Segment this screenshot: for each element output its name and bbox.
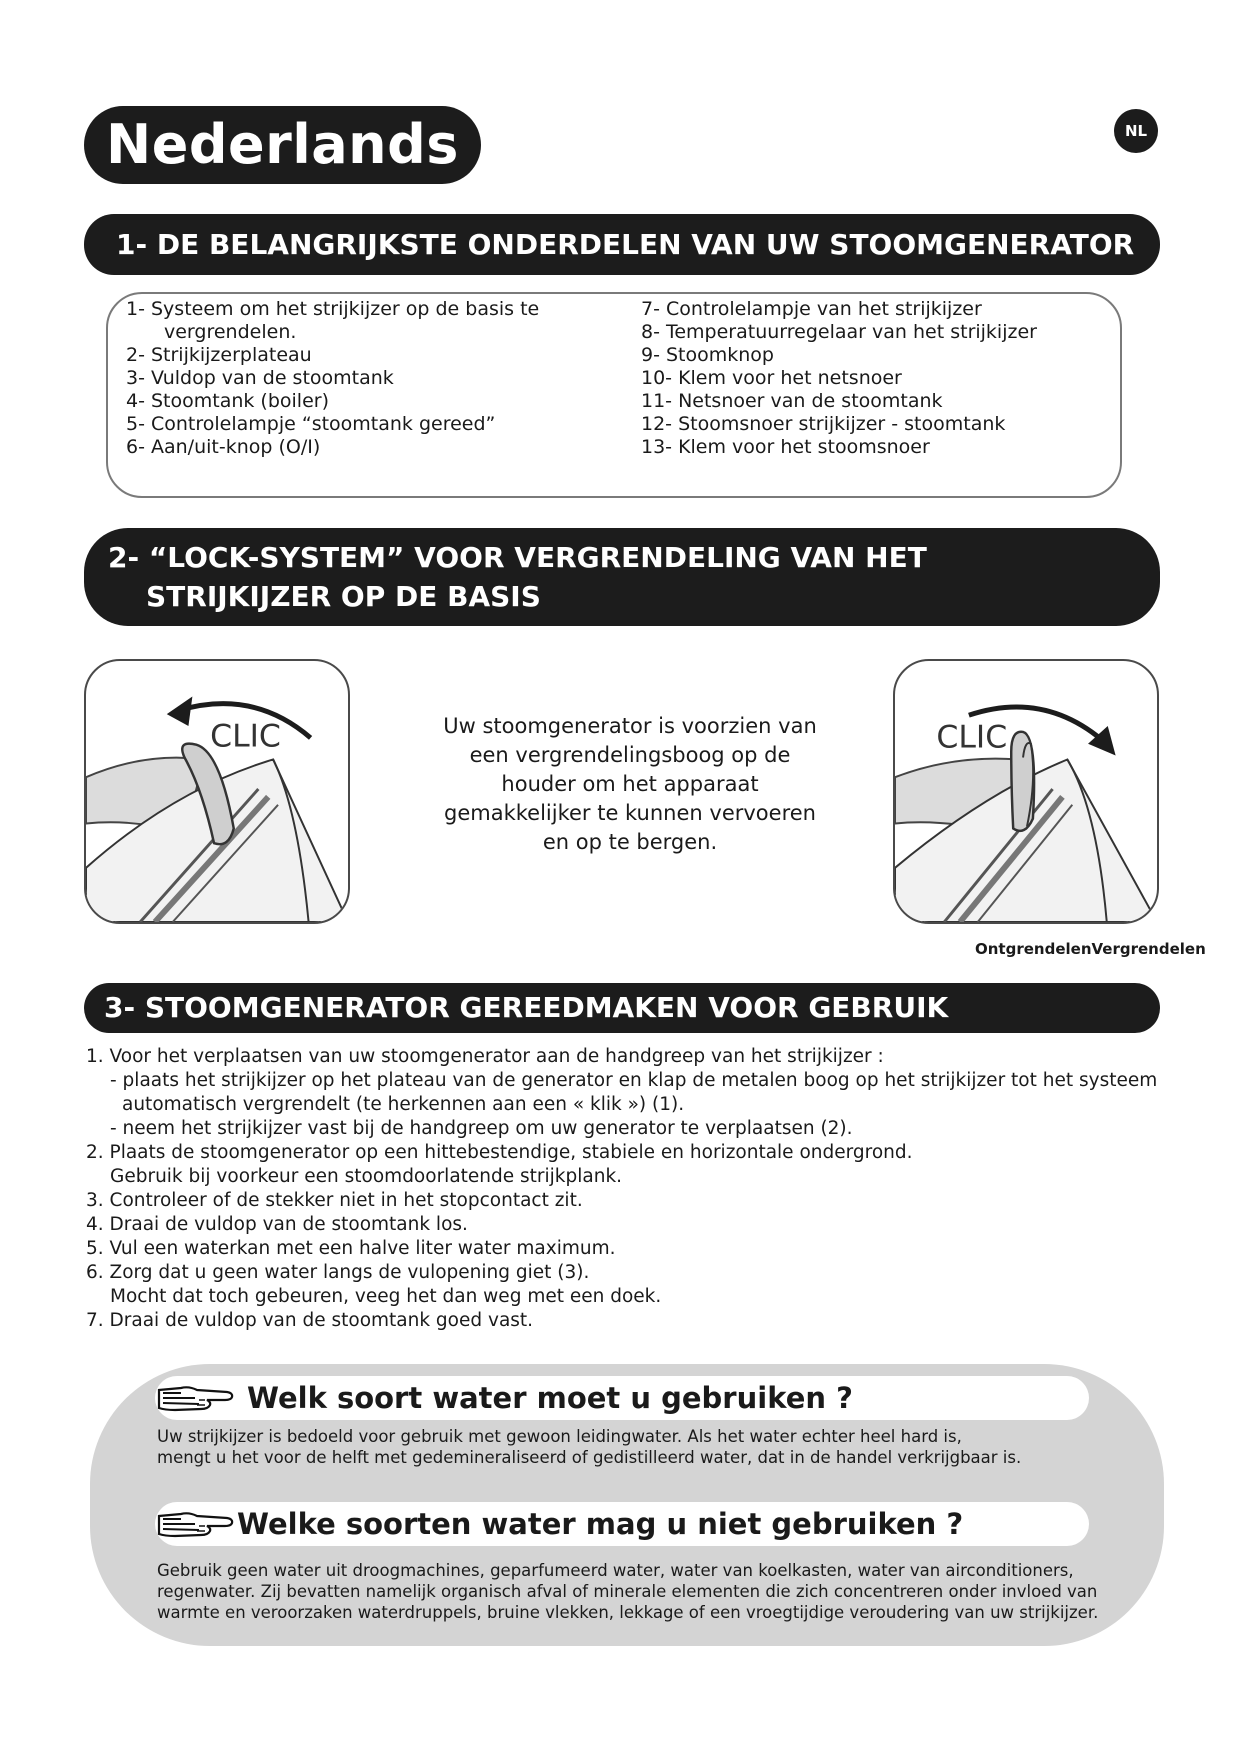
iron-unlock-drawing	[86, 661, 348, 922]
preparation-steps	[86, 1045, 1166, 1333]
pointing-hand-icon	[155, 1510, 237, 1540]
water-question-1-text: Welk soort water moet u gebruiken ?	[247, 1381, 853, 1415]
part-item-8: 8- Temperatuurregelaar van het strijkijzer	[641, 321, 1037, 343]
water-answer-1	[157, 1426, 1021, 1468]
description-line-2: een vergrendelingsboog op de	[469, 743, 791, 767]
part-item-6: 6- Aan/uit-knop (O/I)	[126, 436, 321, 458]
clic-label-left: CLIC	[210, 718, 281, 755]
step-6: 6. Zorg dat u geen water langs de vulopening giet (3).	[86, 1262, 590, 1283]
page-title: Nederlands	[84, 106, 481, 184]
part-item-4: 4- Stoomtank (boiler)	[126, 390, 329, 412]
description-line-1: Uw stoomgenerator is voorzien van	[443, 714, 817, 738]
step-1-sub-2: - neem het strijkijzer vast bij de handgreep om uw generator te verplaatsen (2).	[110, 1118, 853, 1139]
part-item-13: 13- Klem voor het stoomsnoer	[641, 436, 930, 458]
step-1-sub-1: - plaats het strijkijzer op het plateau van de generator en klap de metalen boog op het strijkijzer tot het systeem	[110, 1070, 1158, 1091]
part-item-10: 10- Klem voor het netsnoer	[641, 367, 902, 389]
step-2: 2. Plaats de stoomgenerator op een hittebestendige, stabiele en horizontale ondergrond.	[86, 1142, 913, 1163]
water-question-2	[155, 1502, 1089, 1546]
section-2-heading	[84, 528, 1160, 626]
lock-illustration-unlock	[84, 659, 350, 924]
section-1-heading: 1- DE BELANGRIJKSTE ONDERDELEN VAN UW STOOMGENERATOR	[84, 214, 1160, 275]
part-item-12: 12- Stoomsnoer strijkijzer - stoomtank	[641, 413, 1006, 435]
step-1: 1. Voor het verplaatsen van uw stoomgenerator aan de handgreep van het strijkijzer :	[86, 1046, 884, 1067]
water-answer-2	[157, 1560, 1098, 1623]
language-badge: NL	[1114, 109, 1158, 153]
part-item-5: 5- Controlelampje “stoomtank gereed”	[126, 413, 496, 435]
water-answer-2-line1: Gebruik geen water uit droogmachines, geparfumeerd water, water van koelkasten, water van airconditioners,	[157, 1561, 1074, 1580]
step-2-continued: Gebruik bij voorkeur een stoomdoorlatende strijkplank.	[110, 1166, 623, 1187]
water-question-2-text: Welke soorten water mag u niet gebruiken ?	[237, 1507, 964, 1541]
lock-system-description	[420, 712, 840, 857]
parts-list-right	[641, 298, 1037, 459]
step-1-sub-1-continued: automatisch vergrendelt (te herkennen aan een « klik ») (1).	[122, 1094, 685, 1115]
water-answer-1-line2: mengt u het voor de helft met gedemineraliseerd of gedistilleerd water, dat in de handel verkrijgbaar is.	[157, 1448, 1022, 1467]
step-5: 5. Vul een waterkan met een halve liter water maximum.	[86, 1238, 616, 1259]
water-question-1	[155, 1376, 1089, 1420]
pointing-hand-icon	[155, 1384, 237, 1414]
step-3: 3. Controleer of de stekker niet in het stopcontact zit.	[86, 1190, 583, 1211]
part-item-9: 9- Stoomknop	[641, 344, 774, 366]
clic-label-right: CLIC	[936, 719, 1008, 756]
description-line-3: houder om het apparaat	[501, 772, 759, 796]
part-item-2: 2- Strijkijzerplateau	[126, 344, 312, 366]
water-answer-2-line2: regenwater. Zij bevatten namelijk organisch afval of minerale elementen die zich concentreren onder invloed van	[157, 1582, 1098, 1601]
step-7: 7. Draai de vuldop van de stoomtank goed vast.	[86, 1310, 534, 1331]
step-6-continued: Mocht dat toch gebeuren, veeg het dan weg met een doek.	[110, 1286, 662, 1307]
section-2-heading-line2: STRIJKIJZER OP DE BASIS	[146, 580, 541, 613]
description-line-4: gemakkelijker te kunnen vervoeren	[444, 801, 816, 825]
water-answer-2-line3: warmte en veroorzaken waterdruppels, bruine vlekken, lekkage of een vroegtijdige veroudering van uw strijkijzer.	[157, 1603, 1099, 1622]
lock-caption: OntgrendelenVergrendelen	[975, 940, 1206, 958]
section-3-heading: 3- STOOMGENERATOR GEREEDMAKEN VOOR GEBRUIK	[84, 983, 1160, 1033]
step-4: 4. Draai de vuldop van de stoomtank los.	[86, 1214, 468, 1235]
part-item-1: 1- Systeem om het strijkijzer op de basis te	[126, 298, 540, 320]
description-line-5: en op te bergen.	[542, 830, 718, 854]
section-2-heading-line1: 2- “LOCK-SYSTEM” VOOR VERGRENDELING VAN HET	[108, 541, 927, 574]
lock-illustration-lock	[893, 659, 1159, 924]
part-item-1-continued: vergrendelen.	[164, 321, 297, 343]
part-item-3: 3- Vuldop van de stoomtank	[126, 367, 394, 389]
parts-list-left	[126, 298, 539, 459]
part-item-11: 11- Netsnoer van de stoomtank	[641, 390, 943, 412]
water-answer-1-line1: Uw strijkijzer is bedoeld voor gebruik met gewoon leidingwater. Als het water echter heel hard is,	[157, 1427, 962, 1446]
iron-lock-drawing	[895, 661, 1157, 922]
part-item-7: 7- Controlelampje van het strijkijzer	[641, 298, 982, 320]
